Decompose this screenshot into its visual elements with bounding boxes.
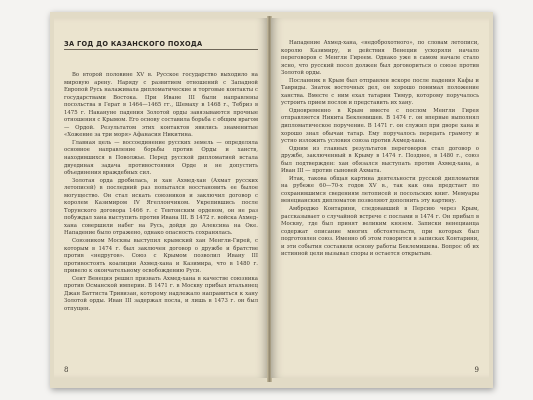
open-book	[50, 12, 493, 388]
page-number: 9	[474, 366, 479, 374]
paragraph: Во второй половине XV в. Русское государство выходило на мировую арену. Наряду с развитием отношений с Западной Европой Русь налаживала дипломатические и торговые контакты с государствами Востока. При Иване III были направлены посольства в Герат в 1464—1465 гг., Шемаху в 1468 г., Тебриз в 1475 г. Накануне падения Золотой орды завязываются прочные отношения с Крымом. Его основу составила борьба с общим врагом — Ордой. Результатом этих контактов явились знаменитые «Хожение за три моря» Афанасия Никитина.	[64, 72, 258, 139]
paragraph: Сеит Венеция решил призвать Ахмед-хана в качестве союзника против Османской империи. В 1471 г. в Москву прибыл итальянец Джан Баттиста Тривизан, которому надлежало направиться к хану Золотой орды. Иван III задержал посла, и лишь в 1473 г. он был отпущен.	[64, 275, 258, 312]
running-title: ЗА ГОД ДО КАЗАНСКОГО ПОХОДА	[64, 40, 203, 48]
paragraph: Союзником Москвы выступил крымский хан Менгли-Гирей, с которым в 1474 г. был заключен договор о дружбе и братстве против «недругов». Союз с Крымом позволил Ивану III противостоять коалиции Ахмед-хана и Казимира, что в 1480 г. привело к окончательному освобождению Руси.	[64, 238, 258, 275]
paragraph: Амброджо Контарини, следовавший в Персию через Крым, рассказывает о случайной встрече с послами в 1474 г. Он прибыл в Москву, где был принят великим князем. Записки венецианца содержат описание многих обстоятельств, при которых был подготовлен союз. Именно об этом говорится в записках Контарини, и эти события составили основу работы Беклемишева. Вопрос об их истинной цели вызывал споры и остается открытым.	[281, 206, 479, 258]
paragraph: Одновременно в Крым вместе с послом Менгли Гирея отправляется Никита Беклемишев. В 1474 г. он впервые выполнял дипломатическое поручение. В 1471 г. он служил при дворе хана и хорошо знал обычаи татар. Ему поручалось передать грамоту и устно изложить условия союза против Ахмед-хана.	[281, 107, 479, 145]
paragraph: Золотая орда дробилась, и хан Ахмед-хан (Ахмат русских летописей) в последний раз попытался восстановить ее былое могущество. Он стал искать союзников и заключил договор с королем Казимиром IV Ягеллончиком. Укрепившись после Торунского договора 1466 г. с Тевтонским орденом, он не раз побуждал хана выступить против Ивана III. В 1472 г. войска Ахмед-хана совершили набег на Русь, дойдя до Алексина на Оке. Нападение было отражено, однако опасность сохранялась.	[64, 177, 258, 237]
paragraph: Итак, такова общая картина деятельности русской дипломатии на рубеже 60—70-х годов XV в., так как она предстает по сохранившимся сведениям летописей и посольских книг. Мемуары венецианских дипломатов позволяют дополнить эту картину.	[281, 175, 479, 205]
paragraph: Главная цель — воссоединение русских земель — определяла основное направление борьбы против Орды и ханств, находившихся в Поволжье. Перед русской дипломатией встала двуединая задача противостояния Орде и не допустить объединения враждебных сил.	[64, 139, 258, 177]
title-rule	[64, 49, 258, 50]
paragraph: Посланник в Крым был отправлен вскоре после падения Кафы и Тавриды. Знаток восточных дел, он хорошо понимал положение ханства. Вместе с ним ехал татарин Тимур, которому поручалось устроить прием послов и представить их хану.	[281, 77, 479, 107]
page-number: 8	[64, 366, 69, 374]
paragraph: Одним из главных результатов переговоров стал договор о дружбе, заключенный в Крыму в 1474 г. Позднее, в 1480 г., союз был подтвержден: хан обязался выступать против Ахмед-хана, а Иван III — против сыновей Ахмата.	[281, 145, 479, 175]
right-page	[271, 18, 489, 378]
left-page	[54, 18, 268, 378]
left-page-text	[64, 72, 258, 314]
paragraph: Нападение Ахмед-хана, «недоброхотного», по словам летописи, королю Казимиру, и действия Венеции ускоряли начало переговоров с Менгли Гиреем. Однако уже в самом начале стало ясно, что русский посол должен был договориться о союзе против Золотой орды.	[281, 40, 479, 77]
right-page-text	[281, 40, 479, 259]
